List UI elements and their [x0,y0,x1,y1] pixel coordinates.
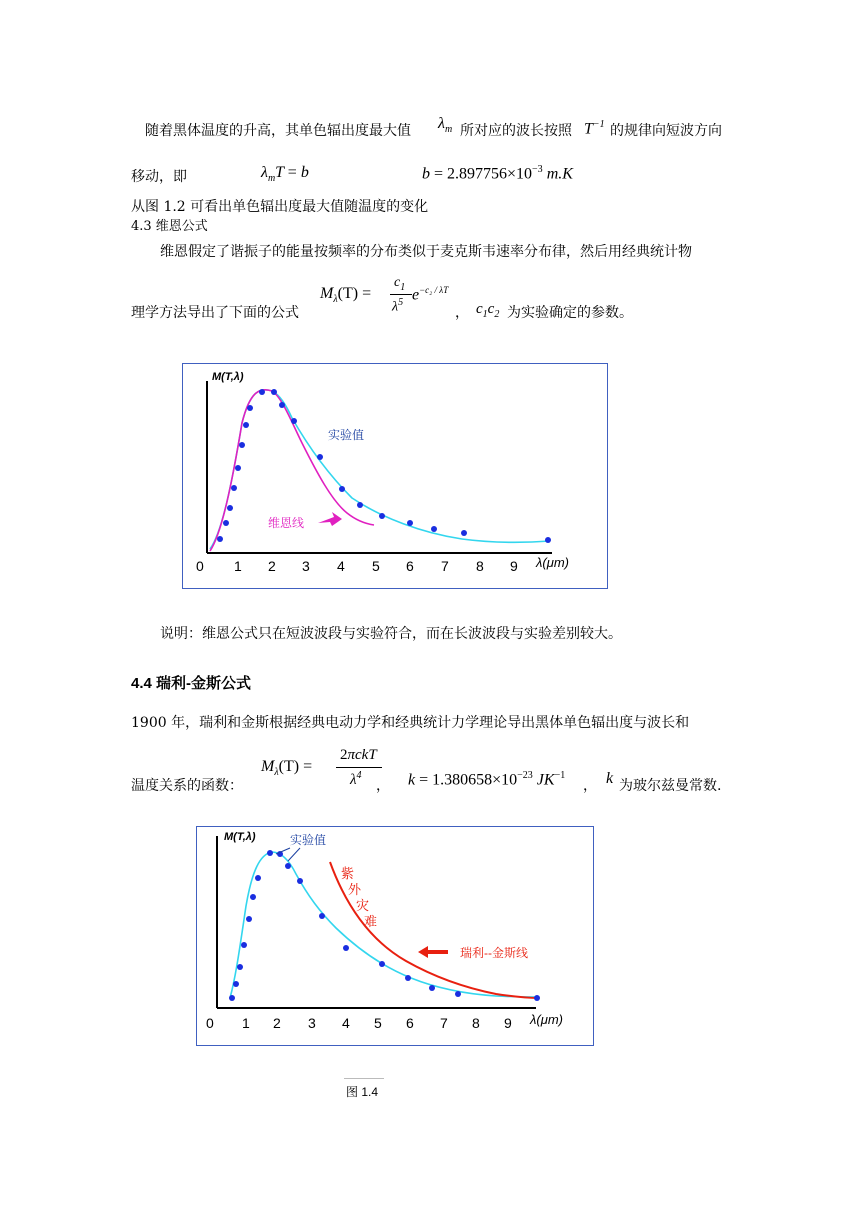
fig1-dot [279,402,285,408]
fig2-dot [455,991,461,997]
rj-fraction-bar [336,767,382,768]
fig1-xtick: 9 [510,558,518,574]
rj-formula-den: $\lambda^4$ [350,770,362,788]
fig2-dot [233,981,239,987]
fig2-dot [241,942,247,948]
para3-text-a: 1900 年，瑞利和金斯根据经典电动力学和经典统计力学理论导出黑体单色辐出度与波长和 [131,715,690,731]
wien-formula-exp: $e^{-c_2 / \lambda T}$ [412,285,449,304]
fig1-dot [259,389,265,395]
fig1-xunit: λ(μm) [536,555,570,570]
para3-text-b: 温度关系的函数： [131,778,243,794]
fig2-legend-experimental: 实验值 [290,833,327,847]
fig2-dot [246,916,252,922]
fig1-xtick: 0 [196,558,204,574]
fig1-dot [545,537,551,543]
fig1-dot [357,502,363,508]
k-symbol: k [606,770,614,787]
figure-caption-rule [344,1078,384,1079]
fig1-legend-wien: 维恩线 [268,516,305,530]
fig2-dot [250,894,256,900]
para1-text-a: 随着黑体温度的升高，其单色辐出度最大值 [145,123,411,139]
fig2-xtick: 1 [242,1015,250,1031]
fig1-dot [461,530,467,536]
fig1-dot [247,405,253,411]
fig2-dot [429,985,435,991]
fig1-xtick: 5 [372,558,380,574]
fig2-dot [319,913,325,919]
para3-text-c: 为玻尔兹曼常数. [619,778,722,794]
fig2-uv-char: 灾 [356,898,370,913]
fig1-dot [339,486,345,492]
fig2-dot [297,878,303,884]
para2-text-c: 为实验确定的参数。 [507,305,633,321]
fig2-uv-char: 外 [348,882,362,897]
para3-comma-1: ， [376,778,390,794]
wien-formula-lhs: $M_\lambda(T)$ = [320,285,372,306]
rj-formula-num: 2πckT [340,747,377,763]
fig2-ylabel: M(T,λ) [224,831,256,843]
fig1-dot [291,418,297,424]
fig2-dot [229,995,235,1001]
note-text: 说明：维恩公式只在短波波段与实验符合，而在长波波段与实验差别较大。 [160,626,622,642]
fig2-xtick: 2 [273,1015,281,1031]
fig1-dot [431,526,437,532]
fig2-uv-char: 紫 [341,866,355,881]
para2-text-a: 维恩假定了谐振子的能量按频率的分布类似于麦克斯韦速率分布律，然后用经典统计物 [160,244,692,260]
fig1-dot [239,442,245,448]
fig2-xunit: λ(μm) [530,1012,564,1027]
rj-formula-lhs: $M_\lambda(T)$ = [261,758,313,779]
fig2-dot [267,850,273,856]
fig2-legend-rj: 瑞利--金斯线 [460,946,528,960]
fig1-dot [271,389,277,395]
fig1-xtick: 6 [406,558,414,574]
rayleigh-jeans-figure [196,826,594,1046]
lambda-m-symbol: $\lambda_m$ [438,115,453,136]
fig1-dot [235,465,241,471]
para1-text-c: 的规律向短波方向 [610,123,722,139]
fig1-dot [243,422,249,428]
fig1-dot [223,520,229,526]
fig2-dot [405,975,411,981]
fig1-ylabel: M(T,λ) [212,371,244,383]
wien-figure [182,363,608,589]
para1-text-e: 从图 1.2 可看出单色辐出度最大值随温度的变化 [131,199,429,215]
wien-formula-num: $c_1$ [394,275,406,293]
fig1-dot [217,536,223,542]
fig1-xtick: 2 [268,558,276,574]
figure-caption: 图 1.4 [346,1085,379,1099]
fig2-xtick: 0 [206,1015,214,1031]
para2-text-b: 理学方法导出了下面的公式 [131,305,299,321]
para3-comma-2: ， [583,778,597,794]
fig1-xtick: 4 [337,558,345,574]
fig2-xtick: 7 [440,1015,448,1031]
fig1-dot [407,520,413,526]
fig2-dot [237,964,243,970]
para2-comma: ， [455,305,469,321]
para1-text-b: 所对应的波长按照 [460,123,572,139]
fig1-dot [379,513,385,519]
fig1-xtick: 7 [441,558,449,574]
fig1-xtick: 3 [302,558,310,574]
wien-fraction-bar [390,294,412,295]
fig2-xtick: 5 [374,1015,382,1031]
t-inverse-symbol: $T^{-1}$ [584,119,605,138]
fig1-dot [317,454,323,460]
fig2-dot [379,961,385,967]
fig1-dot [227,505,233,511]
fig1-xtick: 8 [476,558,484,574]
boltzmann-constant-eq: $k = 1.380658\times 10^{-23}$ $JK^{-1}$ [408,770,566,789]
fig2-xtick: 3 [308,1015,316,1031]
wien-formula-den: $\lambda^5$ [392,297,404,315]
fig2-dot [255,875,261,881]
wien-displacement-eq: $\lambda_mT = b$ [261,164,309,185]
fig2-dot [343,945,349,951]
fig2-dot [285,863,291,869]
fig1-legend-experimental: 实验值 [328,428,365,442]
fig1-xtick: 1 [234,558,242,574]
fig2-xtick: 6 [406,1015,414,1031]
fig2-dot [534,995,540,1001]
fig1-dot [231,485,237,491]
section-4-3-heading: 4.3 维恩公式 [131,219,208,234]
section-4-4-heading: 4.4 瑞利-金斯公式 [131,675,252,692]
fig2-xtick: 9 [504,1015,512,1031]
fig2-xtick: 4 [342,1015,350,1031]
b-constant-eq: $b = 2.897756\times 10^{-3}$ m.K [422,164,573,183]
fig2-xtick: 8 [472,1015,480,1031]
c1c2-symbol: $c_1c_2$ [476,301,500,320]
para1-text-d: 移动，即 [131,169,187,185]
fig2-uv-char: 难 [364,914,378,929]
